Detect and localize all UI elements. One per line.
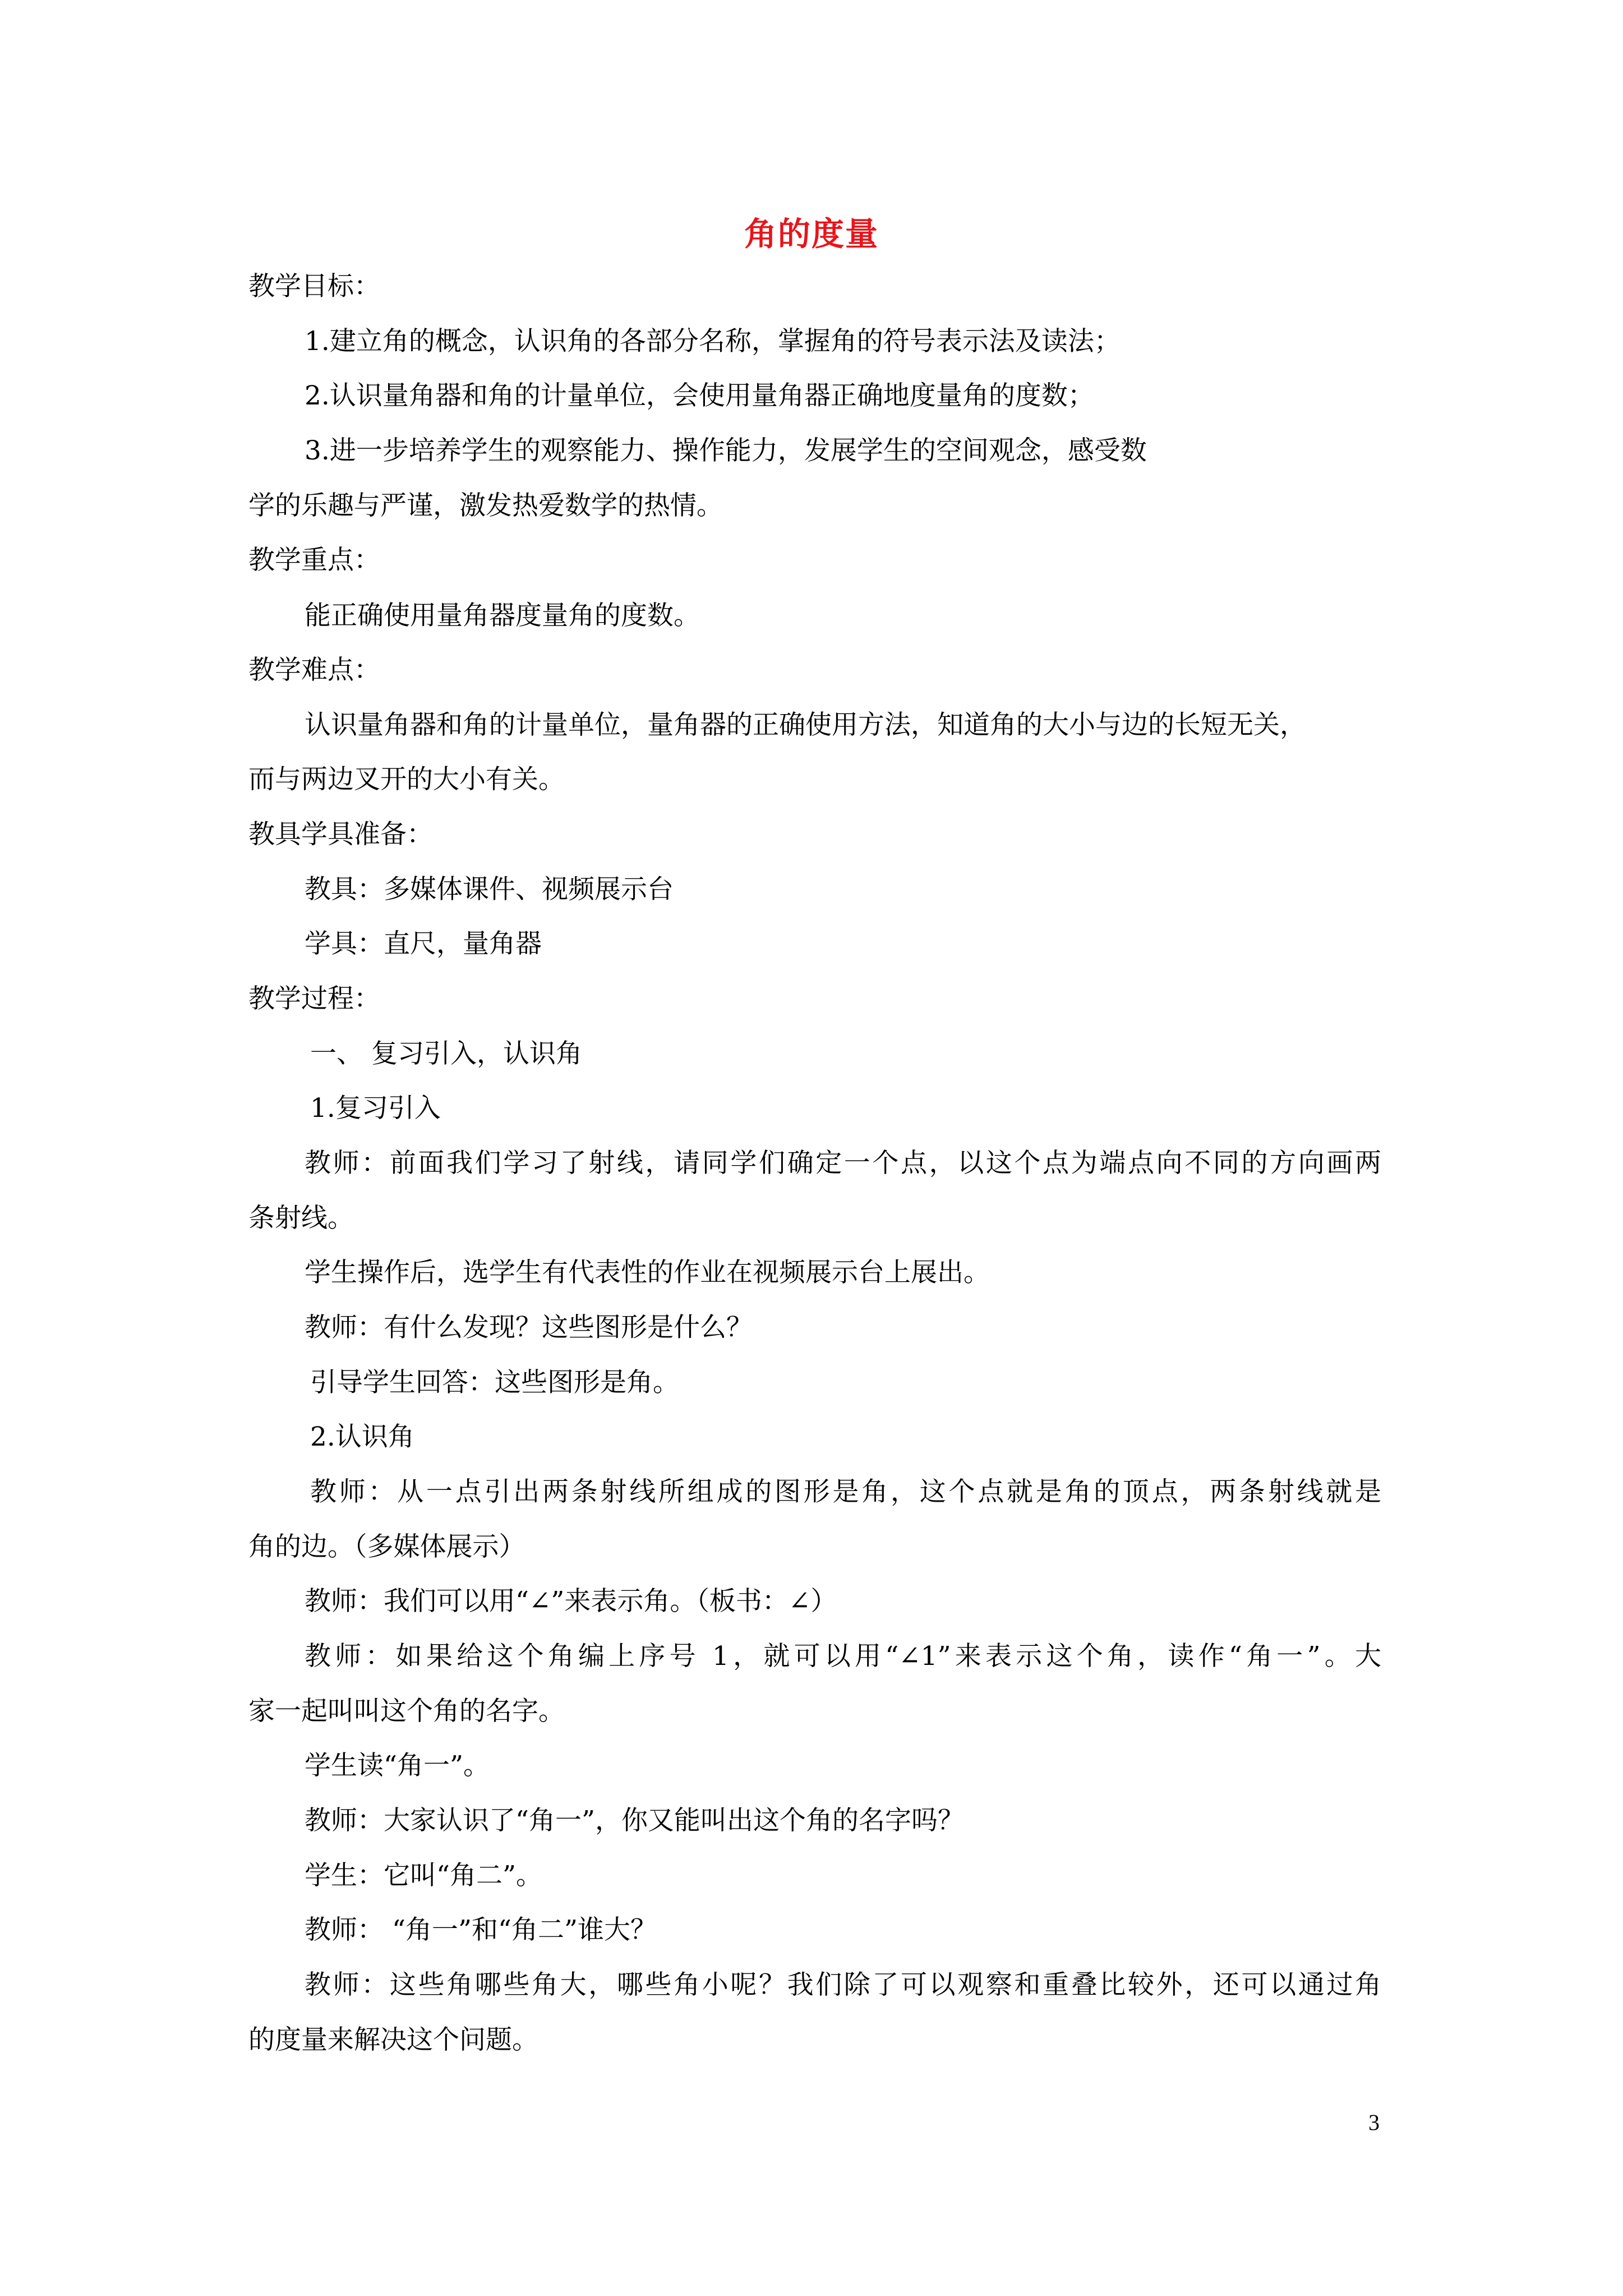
teacher-dialogue: 教师： “角一”和“角二”谁大？ <box>305 1915 657 1945</box>
objective-2: 2.认识量角器和角的计量单位，会使用量角器正确地度量角的度数； <box>305 380 1094 411</box>
section-heading-objectives: 教学目标： <box>248 271 380 302</box>
student-materials: 学具：直尺，量角器 <box>305 928 542 959</box>
section-heading-difficulties: 教学难点： <box>248 655 380 685</box>
student-activity: 学生操作后，选学生有代表性的作业在视频展示台上展出。 <box>305 1257 990 1288</box>
difficulty-text-continued: 而与两边叉开的大小有关。 <box>248 764 565 795</box>
objective-3-continued: 学的乐趣与严谨，激发热爱数学的热情。 <box>248 490 723 521</box>
teacher-materials: 教具：多媒体课件、视频展示台 <box>305 874 674 905</box>
process-step-1-heading: 一、 复习引入，认识角 <box>310 1038 582 1069</box>
section-heading-process: 教学过程： <box>248 983 380 1014</box>
guidance-text: 引导学生回答：这些图形是角。 <box>310 1367 679 1398</box>
student-response: 学生读“角一”。 <box>305 1750 490 1781</box>
teacher-dialogue: 教师：我们可以用“∠”来表示角。（板书：∠） <box>305 1586 837 1617</box>
teacher-dialogue-continued: 家一起叫叫这个角的名字。 <box>248 1696 565 1727</box>
difficulty-text: 认识量角器和角的计量单位，量角器的正确使用方法，知道角的大小与边的长短无关， <box>305 710 1306 740</box>
key-point-text: 能正确使用量角器度量角的度数。 <box>305 600 700 631</box>
teacher-dialogue: 教师：从一点引出两条射线所组成的图形是角，这个点就是角的顶点，两条射线就是 <box>310 1476 1381 1507</box>
section-heading-materials: 教具学具准备： <box>248 819 433 850</box>
teacher-dialogue-continued: 角的边。（多媒体展示） <box>248 1531 525 1562</box>
teacher-dialogue: 教师：有什么发现？这些图形是什么？ <box>305 1312 753 1343</box>
student-response: 学生：它叫“角二”。 <box>305 1860 543 1891</box>
document-title: 角的度量 <box>744 215 879 253</box>
teacher-dialogue: 教师：这些角哪些角大，哪些角小呢？我们除了可以观察和重叠比较外，还可以通过角 <box>305 1970 1381 2000</box>
teacher-dialogue: 教师：前面我们学习了射线，请同学们确定一个点，以这个点为端点向不同的方向画两 <box>305 1148 1381 1179</box>
teacher-dialogue: 教师：如果给这个角编上序号 1，就可以用“∠1”来表示这个角，读作“角一”。大 <box>305 1641 1381 1672</box>
objective-1: 1.建立角的概念，认识角的各部分名称，掌握角的符号表示法及读法； <box>305 326 1121 357</box>
section-heading-key-points: 教学重点： <box>248 545 380 576</box>
teacher-dialogue-continued: 条射线。 <box>248 1203 354 1234</box>
teacher-dialogue: 教师：大家认识了“角一”，你又能叫出这个角的名字吗？ <box>305 1805 965 1836</box>
objective-3: 3.进一步培养学生的观察能力、操作能力，发展学生的空间观念，感受数 <box>305 435 1147 466</box>
page-number: 3 <box>1368 2110 1380 2135</box>
teacher-dialogue-continued: 的度量来解决这个问题。 <box>248 2024 538 2055</box>
process-sub-heading-angle: 2.认识角 <box>310 1421 414 1452</box>
process-sub-heading-review: 1.复习引入 <box>310 1093 441 1124</box>
